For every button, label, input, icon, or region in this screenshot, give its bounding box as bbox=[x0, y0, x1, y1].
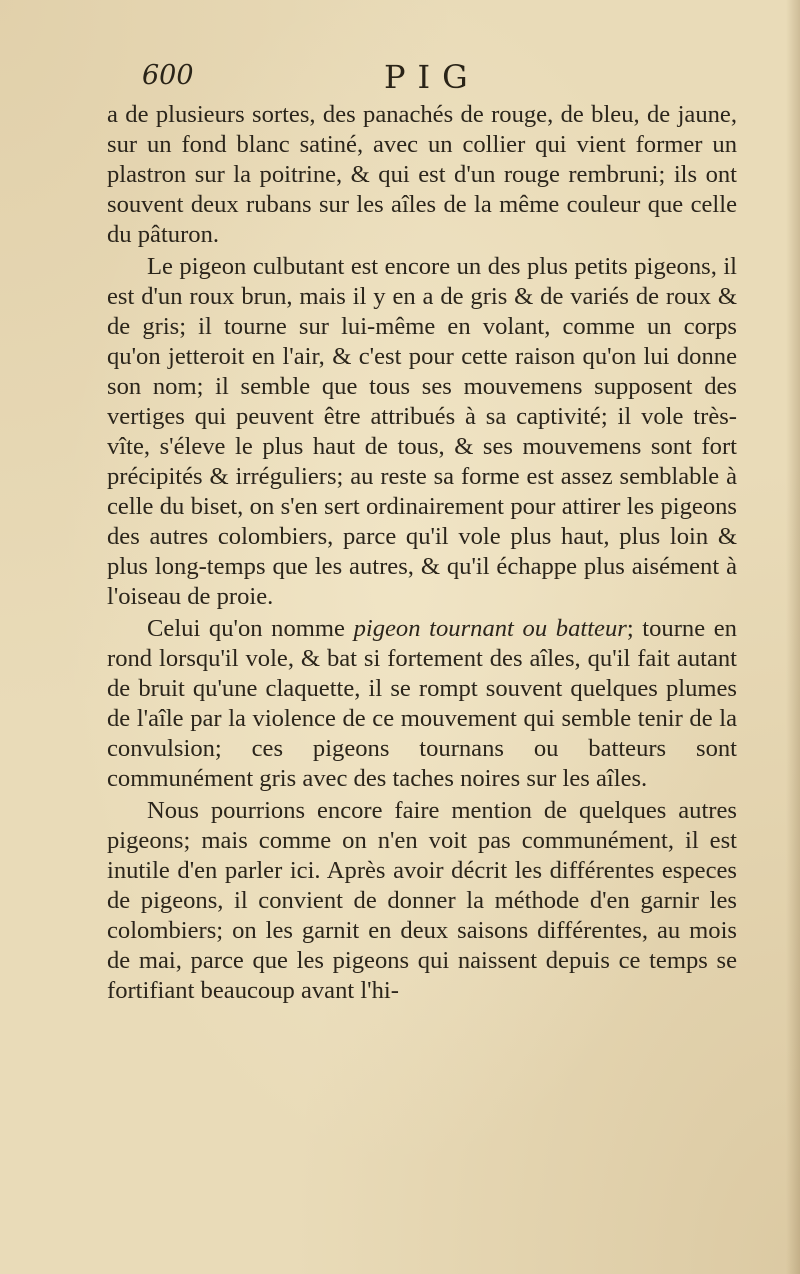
running-head: PIG bbox=[384, 58, 480, 96]
paragraph-1: a de plusieurs sortes, des panachés de rouge, de bleu, de jaune, sur un fond blanc satiné, avec un collier qui vient former un plastron sur la poitrine, & qui est d'un rouge rembruni; ils ont souvent deux rubans sur les aîles de la même couleur que celle du pâturon. bbox=[107, 101, 737, 248]
paragraph-3-lead: Celui qu'on nomme bbox=[147, 615, 354, 642]
paragraph-2: Le pigeon culbutant est encore un des plus petits pigeons, il est d'un roux brun, mais il y en a de gris & de variés de roux & de gris; il tourne sur lui-même en volant, comme un corps qu'on jetteroit en l'air, & c'est pour cette raison qu'on lui donne son nom; il semble que tous ses mouvemens supposent des vertiges qui peuvent être attribués à sa captivité; il vole très-vîte, s'éleve le plus haut de tous, & ses mouvemens sont fort précipités & irréguliers; au reste sa forme est assez semblable à celle du biset, on s'en sert ordinairement pour attirer les pigeons des autres colombiers, parce qu'il vole plus haut, plus loin & plus long-temps que les autres, & qu'il échappe plus aisément à l'oiseau de proie. bbox=[107, 253, 737, 610]
paragraph-3-term: pigeon tournant ou batteur bbox=[353, 615, 627, 642]
paragraph-4: Nous pourrions encore faire mention de quelques autres pigeons; mais comme on n'en voit pas communément, il est inutile d'en parler ici. Après avoir décrit les différentes especes de pigeons, il convient de donner la méthode d'en garnir les colombiers; on les garnit en deux saisons différentes, au mois de mai, parce que les pigeons qui naissent depuis ce temps se fortifiant beaucoup avant l'hi- bbox=[107, 797, 737, 1004]
page-header bbox=[112, 58, 732, 98]
body-text bbox=[107, 100, 737, 1006]
page-number: 600 bbox=[142, 60, 194, 91]
paragraph-3-rest: ; tourne en rond lorsqu'il vole, & bat si fortement des aîles, qu'il fait autant de bruit qu'une claquette, il se rompt souvent quelques plumes de l'aîle par la violence de ce mouvement qui semble tenir de la convulsion; ces pigeons tournans ou batteurs sont communément gris avec des taches noires sur les aîles. bbox=[107, 615, 737, 792]
paragraph-3 bbox=[107, 614, 737, 794]
page-edge-shadow bbox=[786, 0, 800, 1274]
